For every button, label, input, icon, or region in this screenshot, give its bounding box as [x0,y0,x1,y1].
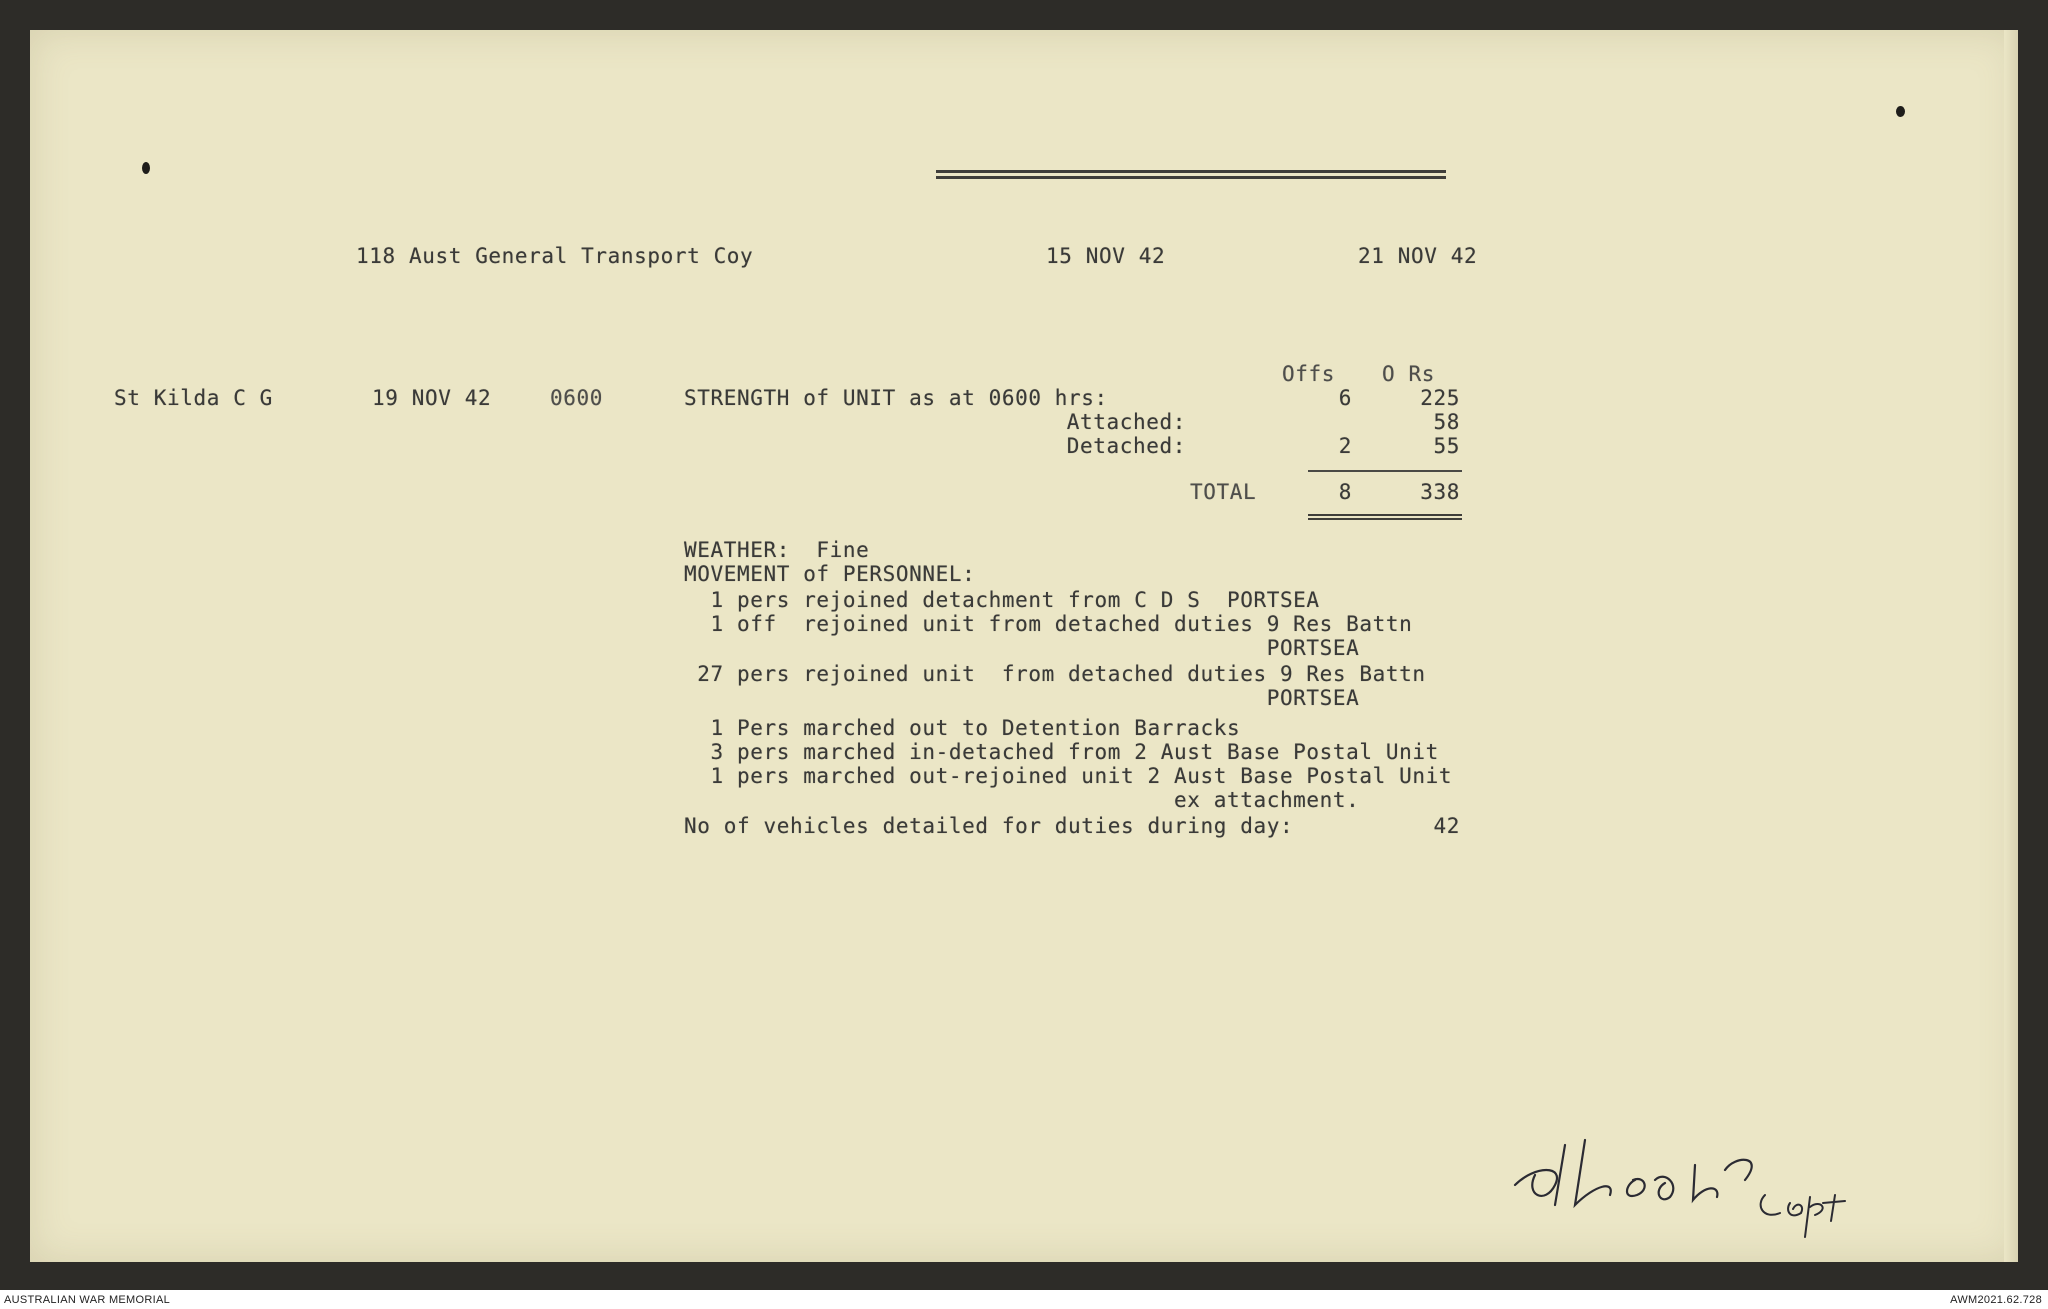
total-ors: 338 [1420,480,1460,504]
document-page [30,30,2018,1262]
total-label: TOTAL [1190,480,1257,504]
detached-offs: 2 [1338,434,1352,458]
movement-line: 1 off rejoined unit from detached duties 9 Res Battn [684,612,1413,636]
movement-line: 1 Pers marched out to Detention Barracks [684,716,1241,740]
column-other-ranks: O Rs [1382,362,1435,386]
total-bottom-rule [1308,514,1462,520]
top-double-rule [936,170,1446,179]
strength-offs: 6 [1338,386,1352,410]
strength-ors: 225 [1420,386,1460,410]
entry-date: 19 NOV 42 [372,386,492,410]
punch-hole-left [142,162,150,174]
detached-label: Detached: [1066,434,1186,458]
attached-ors: 58 [1433,410,1460,434]
movement-line: 27 pers rejoined unit from detached duties 9 Res Battn [684,662,1426,686]
strength-heading: STRENGTH of UNIT as at 0600 hrs: [684,386,1108,410]
total-top-rule [1308,470,1462,472]
movement-line: 3 pers marched in-detached from 2 Aust Base Postal Unit [684,740,1439,764]
entry-hour: 0600 [550,386,603,410]
detached-ors: 55 [1433,434,1460,458]
movement-line: PORTSEA [684,686,1360,710]
signature [1505,1125,1885,1245]
period-start-date: 15 NOV 42 [1046,244,1166,268]
unit-name: 118 Aust General Transport Coy [356,244,754,268]
movement-line: 1 pers marched out-rejoined unit 2 Aust Base Postal Unit [684,764,1453,788]
total-offs: 8 [1338,480,1352,504]
movement-heading: MOVEMENT of PERSONNEL: [684,562,976,586]
movement-line: PORTSEA [684,636,1360,660]
footer-accession-number: AWM2021.62.728 [1950,1294,2042,1306]
movement-line: ex attachment. [684,788,1360,812]
punch-hole-right [1896,106,1905,117]
footer-credit: AUSTRALIAN WAR MEMORIAL [4,1294,171,1306]
entry-place: St Kilda C G [114,386,273,410]
movement-line: 1 pers rejoined detachment from C D S PORTSEA [684,588,1320,612]
vehicles-label: No of vehicles detailed for duties during day: [684,814,1294,838]
attached-label: Attached: [1066,410,1186,434]
vehicles-count: 42 [1433,814,1460,838]
column-offs: Offs [1282,362,1335,386]
weather: WEATHER: Fine [684,538,870,562]
footer-bar [0,1290,2048,1309]
period-end-date: 21 NOV 42 [1358,244,1478,268]
